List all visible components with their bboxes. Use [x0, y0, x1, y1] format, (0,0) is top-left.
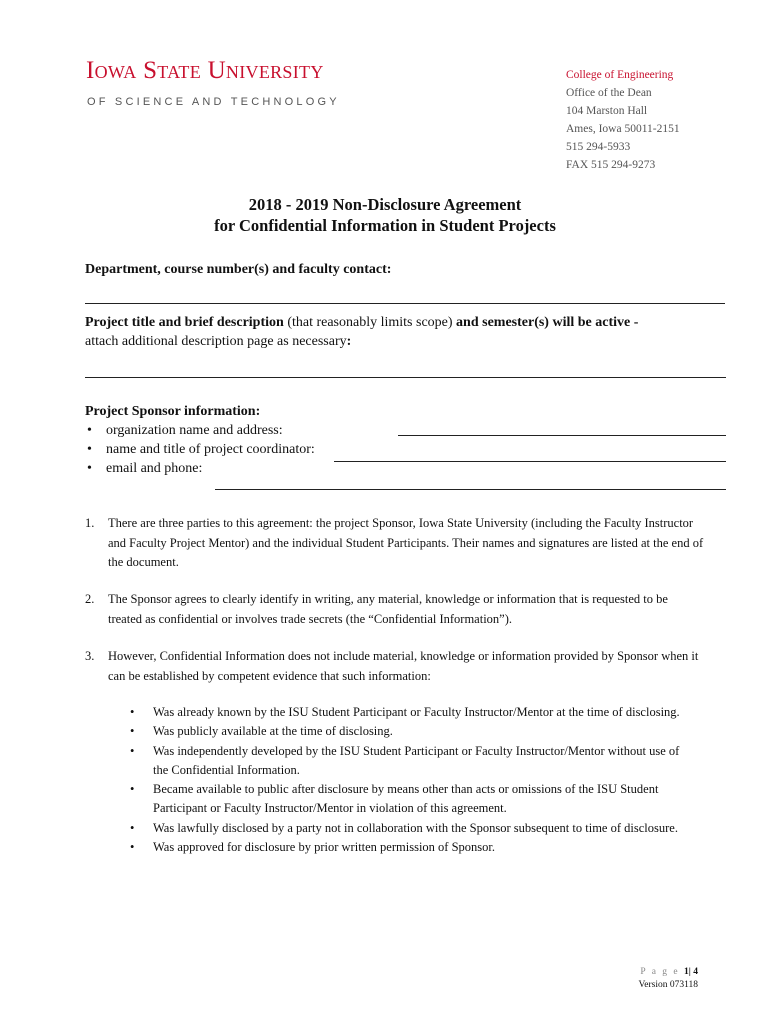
- title-line-1: 2018 - 2019 Non-Disclosure Agreement: [248, 195, 522, 214]
- city-address: Ames, Iowa 50011-2151: [566, 123, 680, 135]
- project-label-bold-1: Project title and brief description: [85, 315, 284, 330]
- clause-3: [85, 647, 705, 686]
- clause-number: 1.: [85, 516, 95, 530]
- document-title: [0, 194, 770, 236]
- project-label-bold-2: and semester(s) will be active -: [456, 315, 639, 330]
- clause-text: However, Confidential Information does not include material, knowledge or information provided by Sponsor when it can be established by competent evidence that such information:: [108, 649, 699, 683]
- exception-item: • Was publicly available at the time of disclosing.: [130, 722, 690, 741]
- exception-item: • Was independently developed by the ISU Student Participant or Faculty Instructor/Mentor without use of the Confidential Information.: [130, 742, 690, 781]
- sponsor-org-field-line[interactable]: [398, 435, 726, 436]
- university-logo: Iowa State University: [86, 57, 324, 84]
- exception-item: • Was lawfully disclosed by a party not in collaboration with the Sponsor subsequent to time of disclosure.: [130, 819, 690, 838]
- sponsor-contact-field-line[interactable]: [215, 489, 726, 490]
- title-line-2: for Confidential Information in Student Projects: [214, 216, 556, 235]
- department-label: Department, course number(s) and faculty contact:: [85, 262, 392, 277]
- version-label: Version 073118: [638, 980, 698, 990]
- clause-number: 2.: [85, 592, 95, 606]
- exception-item: • Was approved for disclosure by prior written permission of Sponsor.: [130, 838, 690, 857]
- sponsor-org-item: • organization name and address:: [85, 421, 315, 440]
- project-label-normal-1: (that reasonably limits scope): [283, 315, 457, 330]
- exceptions-list: [130, 703, 690, 857]
- project-label-normal-2: attach additional description page as necessary: [85, 334, 347, 349]
- sponsor-fields: [85, 421, 315, 478]
- page-footer: [638, 966, 698, 992]
- letterhead-address: [566, 66, 680, 174]
- page-indicator: [638, 966, 698, 979]
- sponsor-coordinator-field-line[interactable]: [334, 461, 726, 462]
- project-label: [85, 313, 725, 351]
- sponsor-contact-item: • email and phone:: [85, 459, 315, 478]
- fax-number: FAX 515 294-9273: [566, 159, 656, 171]
- clause-text: The Sponsor agrees to clearly identify in writing, any material, knowledge or information that is requested to be treated as confidential or involves trade secrets (the “Confidential Information”).: [108, 592, 668, 626]
- exception-item: • Was already known by the ISU Student Participant or Faculty Instructor/Mentor at the time of disclosing.: [130, 703, 690, 722]
- clause-number: 3.: [85, 649, 95, 663]
- street-address: 104 Marston Hall: [566, 105, 648, 117]
- phone-number: 515 294-5933: [566, 141, 631, 153]
- page-word: P a g e: [640, 967, 680, 977]
- exception-item: • Became available to public after disclosure by means other than acts or omissions of the ISU Student Participant or Faculty Instructor/Mentor in violation of this agreement.: [130, 780, 690, 819]
- page-number: 1: [684, 967, 689, 977]
- office-name: Office of the Dean: [566, 87, 652, 99]
- page-total: | 4: [688, 967, 698, 977]
- clause-2: [85, 590, 705, 629]
- college-name: College of Engineering: [566, 69, 674, 81]
- sponsor-coordinator-item: • name and title of project coordinator:: [85, 440, 315, 459]
- project-field-line[interactable]: [85, 377, 726, 378]
- clause-text: There are three parties to this agreement: the project Sponsor, Iowa State University (including the Faculty Instructor and Faculty Project Mentor) and the individual Student Participants. Their names and signatures are listed at the end of the document.: [108, 516, 704, 569]
- department-field-line[interactable]: [85, 303, 725, 304]
- clause-1: [85, 514, 705, 573]
- university-tagline: OF SCIENCE AND TECHNOLOGY: [87, 96, 340, 108]
- sponsor-section: [85, 402, 315, 478]
- project-label-colon: :: [346, 334, 352, 349]
- sponsor-heading: Project Sponsor information:: [85, 404, 261, 419]
